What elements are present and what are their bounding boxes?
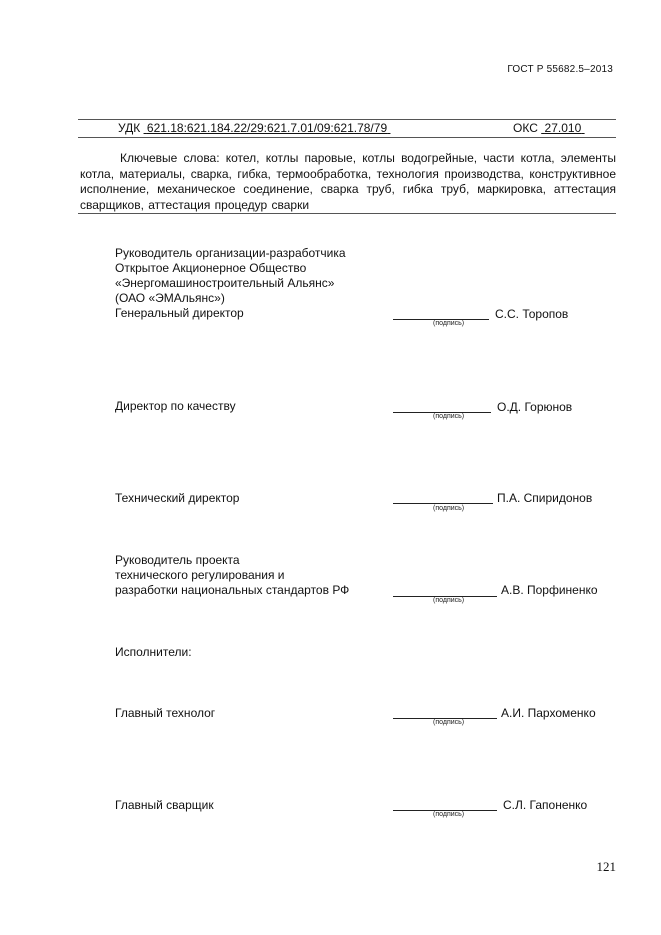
organization-line: Руководитель организации-разработчика (115, 246, 346, 260)
udk-value: 621.18:621.184.22/29:621.7.01/09:621.78/79 (146, 121, 388, 135)
signature-caption: (подпись) (433, 505, 465, 512)
oks-label: ОКС (513, 121, 538, 135)
page-number: 121 (596, 859, 616, 874)
signature-caption: (подпись) (433, 811, 465, 818)
organization-line: (ОАО «ЭМАльянс») (115, 291, 225, 305)
signature-caption: (подпись) (433, 719, 465, 726)
position-line: разработки национальных стандартов РФ (115, 583, 350, 597)
position-line: Руководитель проекта (115, 553, 240, 567)
top-divider (78, 119, 616, 120)
bottom-divider (78, 213, 616, 214)
signatory-name: С.С. Торопов (495, 307, 569, 321)
classification-row (118, 121, 598, 135)
udk-label: УДК (118, 121, 141, 135)
signatory-position: Главный сварщик (115, 798, 214, 812)
signatory-name: А.И. Пархоменко (501, 706, 596, 720)
signature-caption: (подпись) (433, 320, 465, 327)
signatory-name: П.А. Спиридонов (497, 491, 593, 505)
mid-divider (78, 137, 616, 138)
signature-line (393, 503, 493, 504)
signature-caption: (подпись) (433, 597, 465, 604)
signatory-position: Главный технолог (115, 706, 216, 720)
signatory-name: А.В. Порфиненко (501, 583, 598, 597)
signatory-position: Технический директор (115, 491, 240, 505)
organization-line: «Энергомашиностроительный Альянс» (115, 276, 335, 290)
standard-designation: ГОСТ Р 55682.5–2013 (507, 64, 613, 75)
keywords-paragraph: Ключевые слова: котел, котлы паровые, котлы водогрейные, части котла, элементы котла, материалы, сварка, гибка, термообработка, технология производства, конструктивное исполнение, механическое соединение, сварка труб, гибка труб, маркировка, аттестация сварщиков, аттестация процедур сварки (80, 151, 616, 212)
signatory-position: Директор по качеству (115, 399, 236, 413)
signatory-name: О.Д. Горюнов (497, 400, 573, 414)
executors-label: Исполнители: (115, 645, 192, 659)
oks-group (513, 121, 585, 135)
signatory-name: С.Л. Гапоненко (503, 798, 588, 812)
oks-value: 27.010 (544, 121, 582, 135)
signatory-position: Генеральный директор (115, 306, 244, 320)
signatory-position-multiline (115, 553, 349, 598)
organization-block (115, 246, 346, 321)
position-line: технического регулирования и (115, 568, 285, 582)
signature-caption: (подпись) (433, 413, 465, 420)
organization-line: Открытое Акционерное Общество (115, 261, 307, 275)
